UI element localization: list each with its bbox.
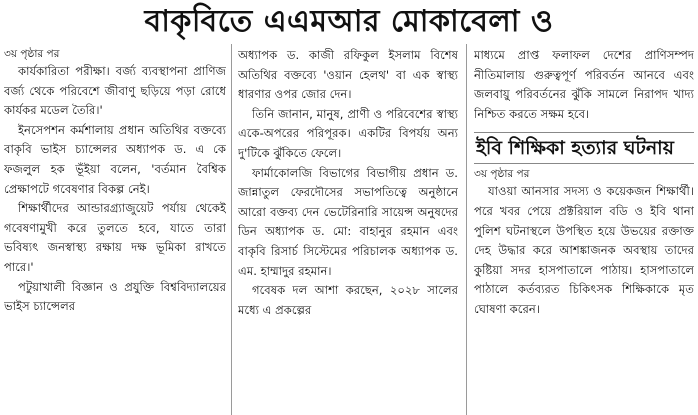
article-paragraph: কার্যকারিতা পরীক্ষা। বর্জ্য ব্যবস্থাপনা প্রাণিজ বর্জ্য থেকে পরিবেশে জীবাণু ছড়িয়ে পড়া রোধে কার্যকর মডেল তৈরি।' [4, 64, 226, 118]
article-column-1 [4, 46, 226, 414]
continued-from-label: ৩য় পৃষ্ঠার পর [474, 168, 530, 181]
article-paragraph: তিনি জানান, মানুষ, প্রাণী ও পরিবেশের স্বাস্থ্য একে-অপরের পরিপূরক। একটির বিপর্যয় অন্য দু'টিকে ঝুঁকিতে ফেলে। [238, 106, 458, 160]
article-paragraph: গবেষক দল আশা করছেন, ২০২৮ সালের মধ্যে এ প্রকল্পের [238, 283, 458, 317]
article-paragraph: ইনসেপশন কর্মশালায় প্রধান অতিথির বক্তব্যে বাকৃবি ভাইস চ্যান্সেলর অধ্যাপক ড. এ কে ফজলুল হক ভূঁইয়া বলেন, 'বর্তমান বৈশ্বিক প্রেক্ষাপটে গবেষণার বিকল্প নেই। [4, 122, 226, 196]
article-paragraph: মাধ্যমে প্রাপ্ত ফলাফল দেশের প্রাণিসম্পদ নীতিমালায় গুরুত্বপূর্ণ পরিবর্তন আনবে এবং জলবায়ু পরিবর্তনের ঝুঁকি সামলে নিরাপদ খাদ্য নিশ্চিত করতে সক্ষম হবে। [474, 48, 694, 121]
sub-headline: ইবি শিক্ষিকা হত্যার ঘটনায় [474, 132, 694, 164]
article-paragraph: ফার্মাকোলজি বিভাগের বিভাগীয় প্রধান ড. জান্নাতুল ফেরদৌসের সভাপতিত্বে অনুষ্ঠানে আরো বক্তব্য দেন ভেটেরিনারি সায়েন্স অনুষদের ডিন অধ্যাপক ড. মো: বাহানুর রহমান এবং বাকৃবি রিসার্চ সিস্টেমের পরিচালক অধ্যাপক ড. এম. হাম্মাদুর রহমান। [238, 165, 458, 278]
headline: বাকৃবিতে এএমআর মোকাবেলা ও [144, 4, 554, 39]
article-paragraph: শিক্ষার্থীদের আন্ডারগ্র্যাজুয়েট পর্যায় থেকেই গবেষণামুখী করে তুলতে হবে, যাতে তারা ভবিষ্যৎ জনস্বাস্থ্য রক্ষায় দক্ষ ভূমিকা রাখতে পারে।' [4, 201, 226, 274]
article-column-2 [238, 46, 458, 414]
article-column-3 [474, 46, 694, 414]
article-paragraph: পটুয়াখালী বিজ্ঞান ও প্রযুক্তি বিশ্ববিদ্যালয়ের ভাইস চ্যান্সেলর [4, 279, 226, 314]
continued-from-label: ৩য় পৃষ্ঠার পর [4, 48, 60, 60]
column-divider [231, 44, 232, 415]
column-divider [466, 44, 467, 415]
article-paragraph: যাওয়া আনসার সদস্য ও কয়েকজন শিক্ষার্থী। পরে খবর পেয়ে প্রক্টরিয়াল বডি ও ইবি থানা পুলিশ ঘটনাস্থলে উপস্থিত হয়ে উভয়ের রক্তাক্ত দেহ উদ্ধার করে আশঙ্কাজনক অবস্থায় তাদের কুষ্টিয়া সদর হাসপাতালে পাঠায়। হাসপাতালে পাঠালে কর্তব্যরত চিকিৎসক শিক্ষিকাকে মৃত ঘোষণা করেন। [474, 184, 694, 316]
article-paragraph: অধ্যাপক ড. কাজী রফিকুল ইসলাম বিশেষ অতিথির বক্তব্যে 'ওয়ান হেলথ' বা এক স্বাস্থ্য ধারণার ওপর জোর দেন। [238, 48, 458, 102]
